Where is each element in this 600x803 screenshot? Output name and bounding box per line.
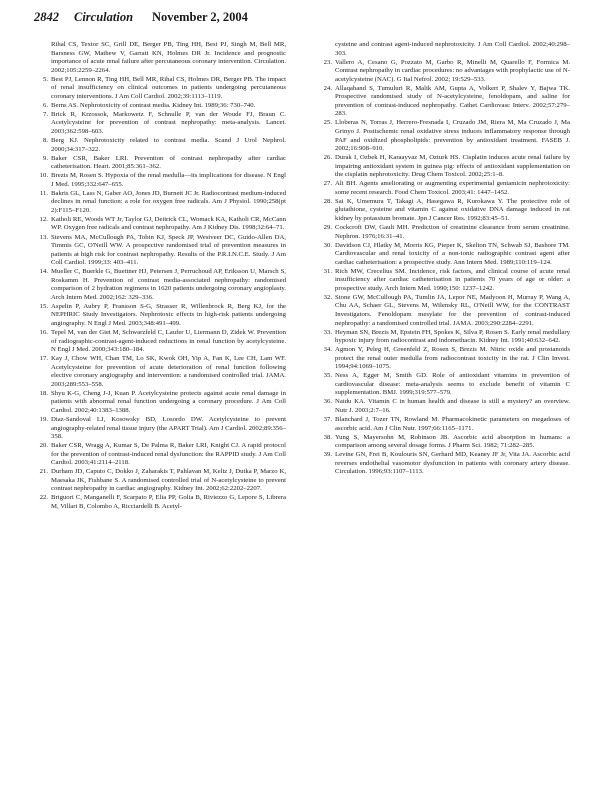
reference-item <box>34 137 286 154</box>
reference-text: Vallero A, Cesano G, Pozzato M, Garbo R, Minelli M, Quarello F, Formica M. Contrast nephropathy in cardiac procedures: no advantages with prophylactic use of N-acetylcysteine (NAC). G Ital Nefrol. 2002; 19:529–533. <box>335 58 570 83</box>
reference-text: Cockcroft DW, Gault MH. Prediction of creatinine clearance from serum creatinine. Nephron. 1976;16:31–41. <box>335 223 570 240</box>
reference-number: 14. <box>39 268 48 276</box>
reference-text: Tepel M, van der Giet M, Schwarzfeld C, Laufer U, Liermann D, Zidek W. Prevention of radiographic-contrast-agent-induced reductions in renal function by acetylcysteine. N Engl J Med. 2000;343:180–184. <box>51 329 286 354</box>
reference-number: 23. <box>323 58 332 66</box>
reference-text: Heyman SN, Brezis M, Epstein FH, Spokes K, Silva P, Rosen S. Early renal medullary hypoxic injury from radiocontrast and indomethacin. Kidney Int. 1991;40:632–642. <box>335 328 570 345</box>
references-right-column <box>318 41 570 477</box>
reference-text: Durak I, Ozbek H, Karaayvaz M, Ozturk HS. Cisplatin induces acute renal failure by impairing antioxidant system in guinea pig: effects of antioxidant supplementation on the cisplatin nephrotoxicity. Drug Chem Toxicol. 2002;25:1–8. <box>335 154 570 179</box>
reference-number: 22. <box>39 494 48 502</box>
reference-number: 31. <box>323 267 332 275</box>
reference-item <box>318 398 570 415</box>
reference-number: 11. <box>39 189 48 197</box>
reference-item <box>34 468 286 494</box>
reference-item <box>318 372 570 398</box>
reference-text: Kay J, Chow WH, Chan TM, Lo SK, Kwok OH, Yip A, Fan K, Lee CH, Lam WF. Acetylcysteine for prevention of acute deterioration of renal function following elective coronary angiography and intervention: a randomised controlled trial. JAMA. 2003;289:553–558. <box>51 355 286 388</box>
reference-text: Allaqaband S, Tumuluri R, Malik AM, Gupta A, Volkert P, Shalev Y, Bajwa TK. Prospective randomised study of N-acetylcysteine, fenoldopam, and saline for prevention of contrast-induced nephropathy. Cathet Cardiovasc Interv. 2002;57:279–283. <box>335 84 570 118</box>
reference-number: 8. <box>42 137 48 145</box>
reference-item <box>318 59 570 85</box>
reference-number: 25. <box>323 119 332 127</box>
reference-text: Diaz-Sandoval LJ, Kosowsky BD, Losordo DW. Acetylcysteine to prevent angiography-related renal tissue injury (the APART Trial). Am J Cardiol. 2002;89:356–358. <box>51 416 286 441</box>
reference-text: Baker CSR, Baker LRI. Prevention of contrast nephropathy after cardiac catheterisation. Heart. 2001;85:361–362. <box>51 154 286 171</box>
reference-text: Ali BH. Agents ameliorating or augmenting experimental gentamicin nephrotoxicity: some recent research. Food Chem Toxicol. 2003;41: 1447–1452. <box>335 180 570 196</box>
reference-item <box>34 76 286 102</box>
reference-item <box>318 85 570 119</box>
reference-text: Best PJ, Lennon R, Ting HH, Bell MR, Rihal CS, Holmes DR, Berger PB. The impact of renal insufficiency on clinical outcomes in patients undergoing percutaneous coronary interventions. J Am Coll Cardiol. 2002;39:1113–1119. <box>51 75 286 100</box>
issue-date: November 2, 2004 <box>152 10 248 24</box>
reference-number: 16. <box>39 329 48 337</box>
reference-number: 32. <box>323 293 332 301</box>
reference-text: Briguori C, Manganelli F, Scarpato P, Elia PP, Golia B, Riviezzo G, Lepore S, Librera M, Villari B, Colombo A, Ricciardelli B. Acetyl- <box>51 494 286 510</box>
reference-text: Ness A, Egger M, Smith GD. Role of antioxidant vitamins in prevention of cardiovascular disease: meta-analysis seems to exclude benefit of vitamin C supplementation. BMJ. 1999;319:577–579. <box>335 372 570 397</box>
reference-item <box>318 416 570 433</box>
reference-number: 30. <box>323 241 332 249</box>
reference-text: Mueller C, Buerkle G, Buettner HJ, Petersen J, Perruchoud AP, Eriksson U, Marsch S, Roskamm H. Prevention of contrast media-associated nephropathy: randomised comparison of 2 hydration regimens in 1620 patients undergoing coronary angioplasty. Arch Intern Med. 2002;162: 329–336. <box>51 268 286 301</box>
reference-number: 27. <box>323 180 332 188</box>
reference-item <box>34 494 286 511</box>
reference-number: 7. <box>42 110 48 118</box>
reference-item <box>318 242 570 268</box>
reference-item <box>318 198 570 224</box>
reference-number: 28. <box>323 197 332 205</box>
reference-item <box>318 119 570 153</box>
reference-text: Agmon Y, Peleg H, Greenfeld Z, Rosen S, Brezis M. Nitric oxide and prostanoids protect the renal outer medulla from radiocontrast toxicity in the rat. J Clin Invest. 1994;94:1069–1075. <box>335 346 570 371</box>
reference-text: Durham JD, Caputo C, Dokko J, Zaharakis T, Pahlavan M, Keltz J, Dutka P, Marzo K, Maesaka JK, Fishbane S. A randomised controlled trial of N-acetylcysteine to prevent contrast nephropathy in cardiac angiography. Kidney Int. 2002;62:2202–2207. <box>51 468 286 493</box>
reference-item <box>318 180 570 197</box>
reference-item <box>318 268 570 294</box>
reference-text: Blanchard J, Tozer TN, Rowland M. Pharmacokinetic parameters on megadoses of ascorbic acid. Am J Clin Nutr. 1997;66:1165–1171. <box>335 416 570 432</box>
reference-text: Aspelin P, Aubry P, Fransson S-G, Strasser R, Willenbrock R, Berg KJ, for the NEPHRIC Study Investigators. Nephrotoxic effects in high-risk patients undergoing angiography. N Engl J Med. 2003;348:491–499. <box>51 302 286 327</box>
reference-item <box>34 390 286 416</box>
reference-item <box>318 224 570 241</box>
reference-number: 12. <box>39 215 48 223</box>
reference-item <box>34 355 286 389</box>
reference-item <box>34 172 286 189</box>
reference-item <box>34 234 286 268</box>
reference-text: Shyu K-G, Cheng J-J, Kuan P. Acetylcysteine protects against acute renal damage in patients with abnormal renal function undergoing a coronary procedure. J Am Coll Cardiol. 2002;40:1383–1388. <box>51 389 286 414</box>
page-header <box>34 10 574 30</box>
reference-item <box>318 451 570 477</box>
reference-item <box>34 442 286 468</box>
reference-number: 21. <box>39 468 48 476</box>
reference-text: Levine GN, Frei B, Koulouris SN, Gerhard MD, Keaney JF Jr, Vita JA. Ascorbic acid reverses endothelial vasomotor dysfunction in patients with coronary artery disease. Circulation. 1996;93:1107–1113. <box>335 451 570 476</box>
reference-text: Yung S, Mayersohn M, Robinson JB. Ascorbic acid absorption in humans: a comparison among several dosage forms. J Pharm Sci. 1982; 71:282–285. <box>335 433 570 450</box>
reference-text: cysteine and contrast agent-induced nephrotoxicity. J Am Coll Cardiol. 2002;40:298–303. <box>335 41 570 57</box>
reference-number: 38. <box>323 433 332 441</box>
reference-item <box>34 329 286 355</box>
reference-item <box>34 41 286 75</box>
reference-item <box>34 111 286 137</box>
reference-text: Brick R, Krzossok, Markowetz F, Schnulle P, van der Woude FJ, Braun C. Acetylcysteine for prevention of contrast nephropathy: meta-analysis. Lancet. 2003;362:598–603. <box>51 110 286 135</box>
reference-number: 18. <box>39 389 48 397</box>
reference-text: Brezis M, Rosen S. Hypoxia of the renal medulla—its implications for disease. N Engl J Med. 1995;332:647–655. <box>51 172 286 188</box>
reference-number: 33. <box>323 328 332 336</box>
reference-number: 5. <box>42 75 48 83</box>
reference-number: 10. <box>39 172 48 180</box>
reference-number: 26. <box>323 154 332 162</box>
reference-item <box>318 346 570 372</box>
page-number: 2842 <box>34 10 59 24</box>
reference-item <box>318 434 570 451</box>
reference-text: Naidu KA. Vitamin C in human health and disease is still a mystery? an overview. Nutr J. 2003;2:7–16. <box>335 398 570 414</box>
reference-text: Stone GW, McCullough PA, Tumlin JA, Lepor NE, Madyoon H, Murray P, Wang A, Chu AA, Schaer GL, Stevens M, Wilensky RL, O'Neill WW, for the CONTRAST Investigators. Fenoldopam mesylate for the prevention of contrast-induced nephropathy: a randomised controlled trial. JAMA. 2003;290:2284–2291. <box>335 293 570 327</box>
reference-number: 17. <box>39 355 48 363</box>
reference-text: Stevens MA, McCullough PA, Tobin KJ, Speck JP, Westveer DC, Guido-Allen DA, Timmis GC, O'Neill WW. A prospective randomised trial of prevention measures in patients at high risk for contrast nephropathy. Results of the P.R.I.N.C.E. Study. J Am Coll Cardiol. 1999;33: 403–411. <box>51 233 286 267</box>
reference-number: 29. <box>323 223 332 231</box>
reference-number: 36. <box>323 398 332 406</box>
reference-number: 6. <box>42 101 48 109</box>
reference-text: Lloberas N, Torras J, Herrero-Fresnada I, Cruzado JM, Riera M, Ma Cruzado J, Ma Grinyo J. Postischemic renal oxidative stress induces inflammatory response through PAF and oxidized phospholipids: prevention by antioxidant treatment. FASEB J. 2002;16:908–910. <box>335 119 570 153</box>
reference-text: Rich MW, Crecelius SM. Incidence, risk factors, and clinical course of acute renal insufficiency after cardiac catheterisation in patients 70 years of age or older: a prospective study. Arch Intern Med. 1990;150: 1237–1242. <box>335 267 570 292</box>
reference-number: 34. <box>323 346 332 354</box>
reference-item <box>318 329 570 346</box>
reference-item <box>34 190 286 216</box>
reference-item <box>34 416 286 442</box>
reference-text: Rihal CS, Textor SC, Grill DE, Berger PB, Ting HH, Best PJ, Singh M, Bell MR, Barsness GW, Mathew V, Garratt KN, Holmes DR Jr. Incidence and prognostic importance of acute renal failure after percutaneous coronary intervention. Circulation. 2002;105:2259–2264. <box>51 41 286 74</box>
reference-item <box>318 154 570 180</box>
reference-number: 19. <box>39 416 48 424</box>
journal-name: Circulation <box>74 10 134 24</box>
reference-item <box>318 294 570 328</box>
reference-number: 39. <box>323 451 332 459</box>
reference-number: 13. <box>39 233 48 241</box>
reference-number: 15. <box>39 302 48 310</box>
reference-item <box>34 216 286 233</box>
reference-item <box>34 102 286 111</box>
reference-number: 20. <box>39 442 48 450</box>
reference-text: Davidson CJ, Hlatky M, Morris KG, Pieper K, Skelton TN, Schwab SJ, Bashore TM. Cardiovascular and renal toxicity of a non-ionic radiographic contrast agent after cardiac catheterisation: a prospective study. Ann Intern Med. 1989;110:119–124. <box>335 241 570 266</box>
reference-item <box>34 303 286 329</box>
reference-number: 24. <box>323 84 332 92</box>
reference-number: 9. <box>42 154 48 162</box>
reference-item <box>34 155 286 172</box>
reference-number: 37. <box>323 416 332 424</box>
reference-text: Berns AS. Nephrotoxicity of contrast media. Kidney Int. 1989;36: 730–740. <box>51 101 256 109</box>
reference-text: Sai K, Umemura T, Takagi A, Hasegawa R, Kurokawa Y. The protective role of glutathione, cysteine and vitamin C against oxidative DNA damage induced in rat kidney by potassium bromate. Jpn J Cancer Res. 1992;83:45–51. <box>335 197 570 222</box>
reference-text: Berg KJ. Nephrotoxicity related to contrast media. Scand J Urol Nephrol. 2000;34:317–322. <box>51 137 286 153</box>
reference-item <box>34 268 286 302</box>
reference-text: Katholi RE, Woods WT Jr, Taylor GJ, Deitrick CL, Womack KA, Katholi CR, McCann WP. Oxygen free radicals and contrast nephropathy. Am J Kidney Dis. 1998;32:64–71. <box>51 215 286 232</box>
reference-number: 35. <box>323 372 332 380</box>
references-left-column <box>34 41 286 512</box>
reference-text: Baker CSR, Wragg A, Kumar S, De Palma R, Baker LRI, Knight CJ. A rapid protocol for the prevention of contrast-induced renal dysfunction: the RAPPID study. J Am Coll Cardiol. 2003;41:2114–2118. <box>51 442 286 467</box>
reference-item <box>318 41 570 58</box>
reference-text: Bakris GL, Lass N, Gaber AO, Jones JD, Burnett JC Jr. Radiocontrast medium-induced declines in renal function: a role for oxygen free radicals. Am J Physiol. 1990;258(pt 2):F115–F120. <box>51 189 286 214</box>
